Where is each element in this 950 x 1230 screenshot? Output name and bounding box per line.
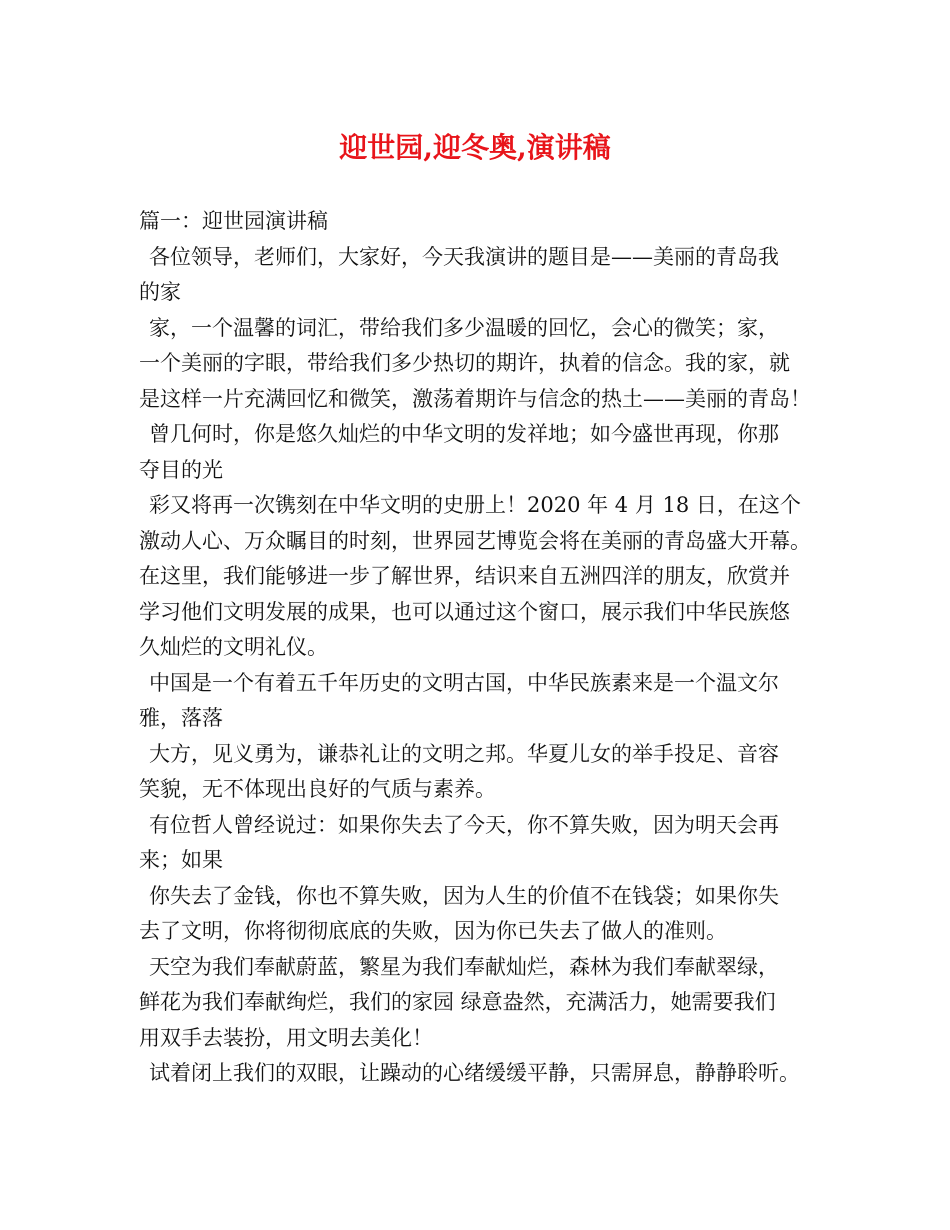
text-line: 有位哲人曾经说过：如果你失去了今天，你不算失败，因为明天会再	[149, 812, 779, 837]
text-line: 去了文明，你将彻彻底底的失败，因为你已失去了做人的准则。	[139, 919, 727, 943]
document-title: 迎世园,迎冬奥,演讲稿	[339, 131, 611, 164]
text-line: 学习他们文明发展的成果，也可以通过这个窗口，展示我们中华民族悠	[139, 599, 790, 624]
text-line: 彩又将再一次镌刻在中华文明的史册上！2020 年 4 月 18 日，在这个	[149, 493, 801, 517]
text-line: 鲜花为我们奉献绚烂，我们的家园 绿意盎然，充满活力，她需要我们	[139, 990, 776, 1014]
text-line: 天空为我们奉献蔚蓝，繁星为我们奉献灿烂，森林为我们奉献翠绿，	[149, 954, 779, 979]
text-line: 篇一：迎世园演讲稿	[139, 209, 328, 233]
text-line: 久灿烂的文明礼仪。	[139, 635, 328, 659]
text-line: 试着闭上我们的双眼，让躁动的心绪缓缓平静，只需屏息，静静聆听。	[149, 1061, 800, 1085]
text-line: 你失去了金钱，你也不算失败，因为人生的价值不在钱袋；如果你失	[149, 883, 779, 908]
text-line: 曾几何时，你是悠久灿烂的中华文明的发祥地；如今盛世再现，你那	[149, 422, 779, 446]
text-line: 的家	[139, 280, 181, 304]
text-line: 中国是一个有着五千年历史的文明古国，中华民族素来是一个温文尔	[149, 670, 779, 695]
text-line: 笑貌，无不体现出良好的气质与素养。	[139, 777, 496, 801]
text-line: 大方，见义勇为，谦恭礼让的文明之邦。华夏儿女的举手投足、音容	[149, 741, 779, 766]
text-line: 激动人心、万众瞩目的时刻，世界园艺博览会将在美丽的青岛盛大开幕。	[139, 528, 811, 553]
text-line: 用双手去装扮，用文明去美化！	[139, 1025, 433, 1050]
text-line: 雅，落落	[139, 706, 223, 730]
text-line: 家，一个温馨的词汇，带给我们多少温暖的回忆，会心的微笑；家，	[149, 315, 779, 340]
text-line: 一个美丽的字眼，带给我们多少热切的期许，执着的信念。我的家，就	[139, 351, 790, 375]
text-line: 在这里，我们能够进一步了解世界，结识来自五洲四洋的朋友，欣赏并	[139, 564, 790, 588]
text-line: 是这样一片充满回忆和微笑，激荡着期许与信念的热土——美丽的青岛！	[139, 386, 811, 411]
text-line: 来；如果	[139, 848, 223, 872]
text-line: 夺目的光	[139, 457, 223, 482]
text-line: 各位领导，老师们，大家好，今天我演讲的题目是——美丽的青岛我	[149, 244, 779, 269]
document-body	[139, 204, 824, 1092]
